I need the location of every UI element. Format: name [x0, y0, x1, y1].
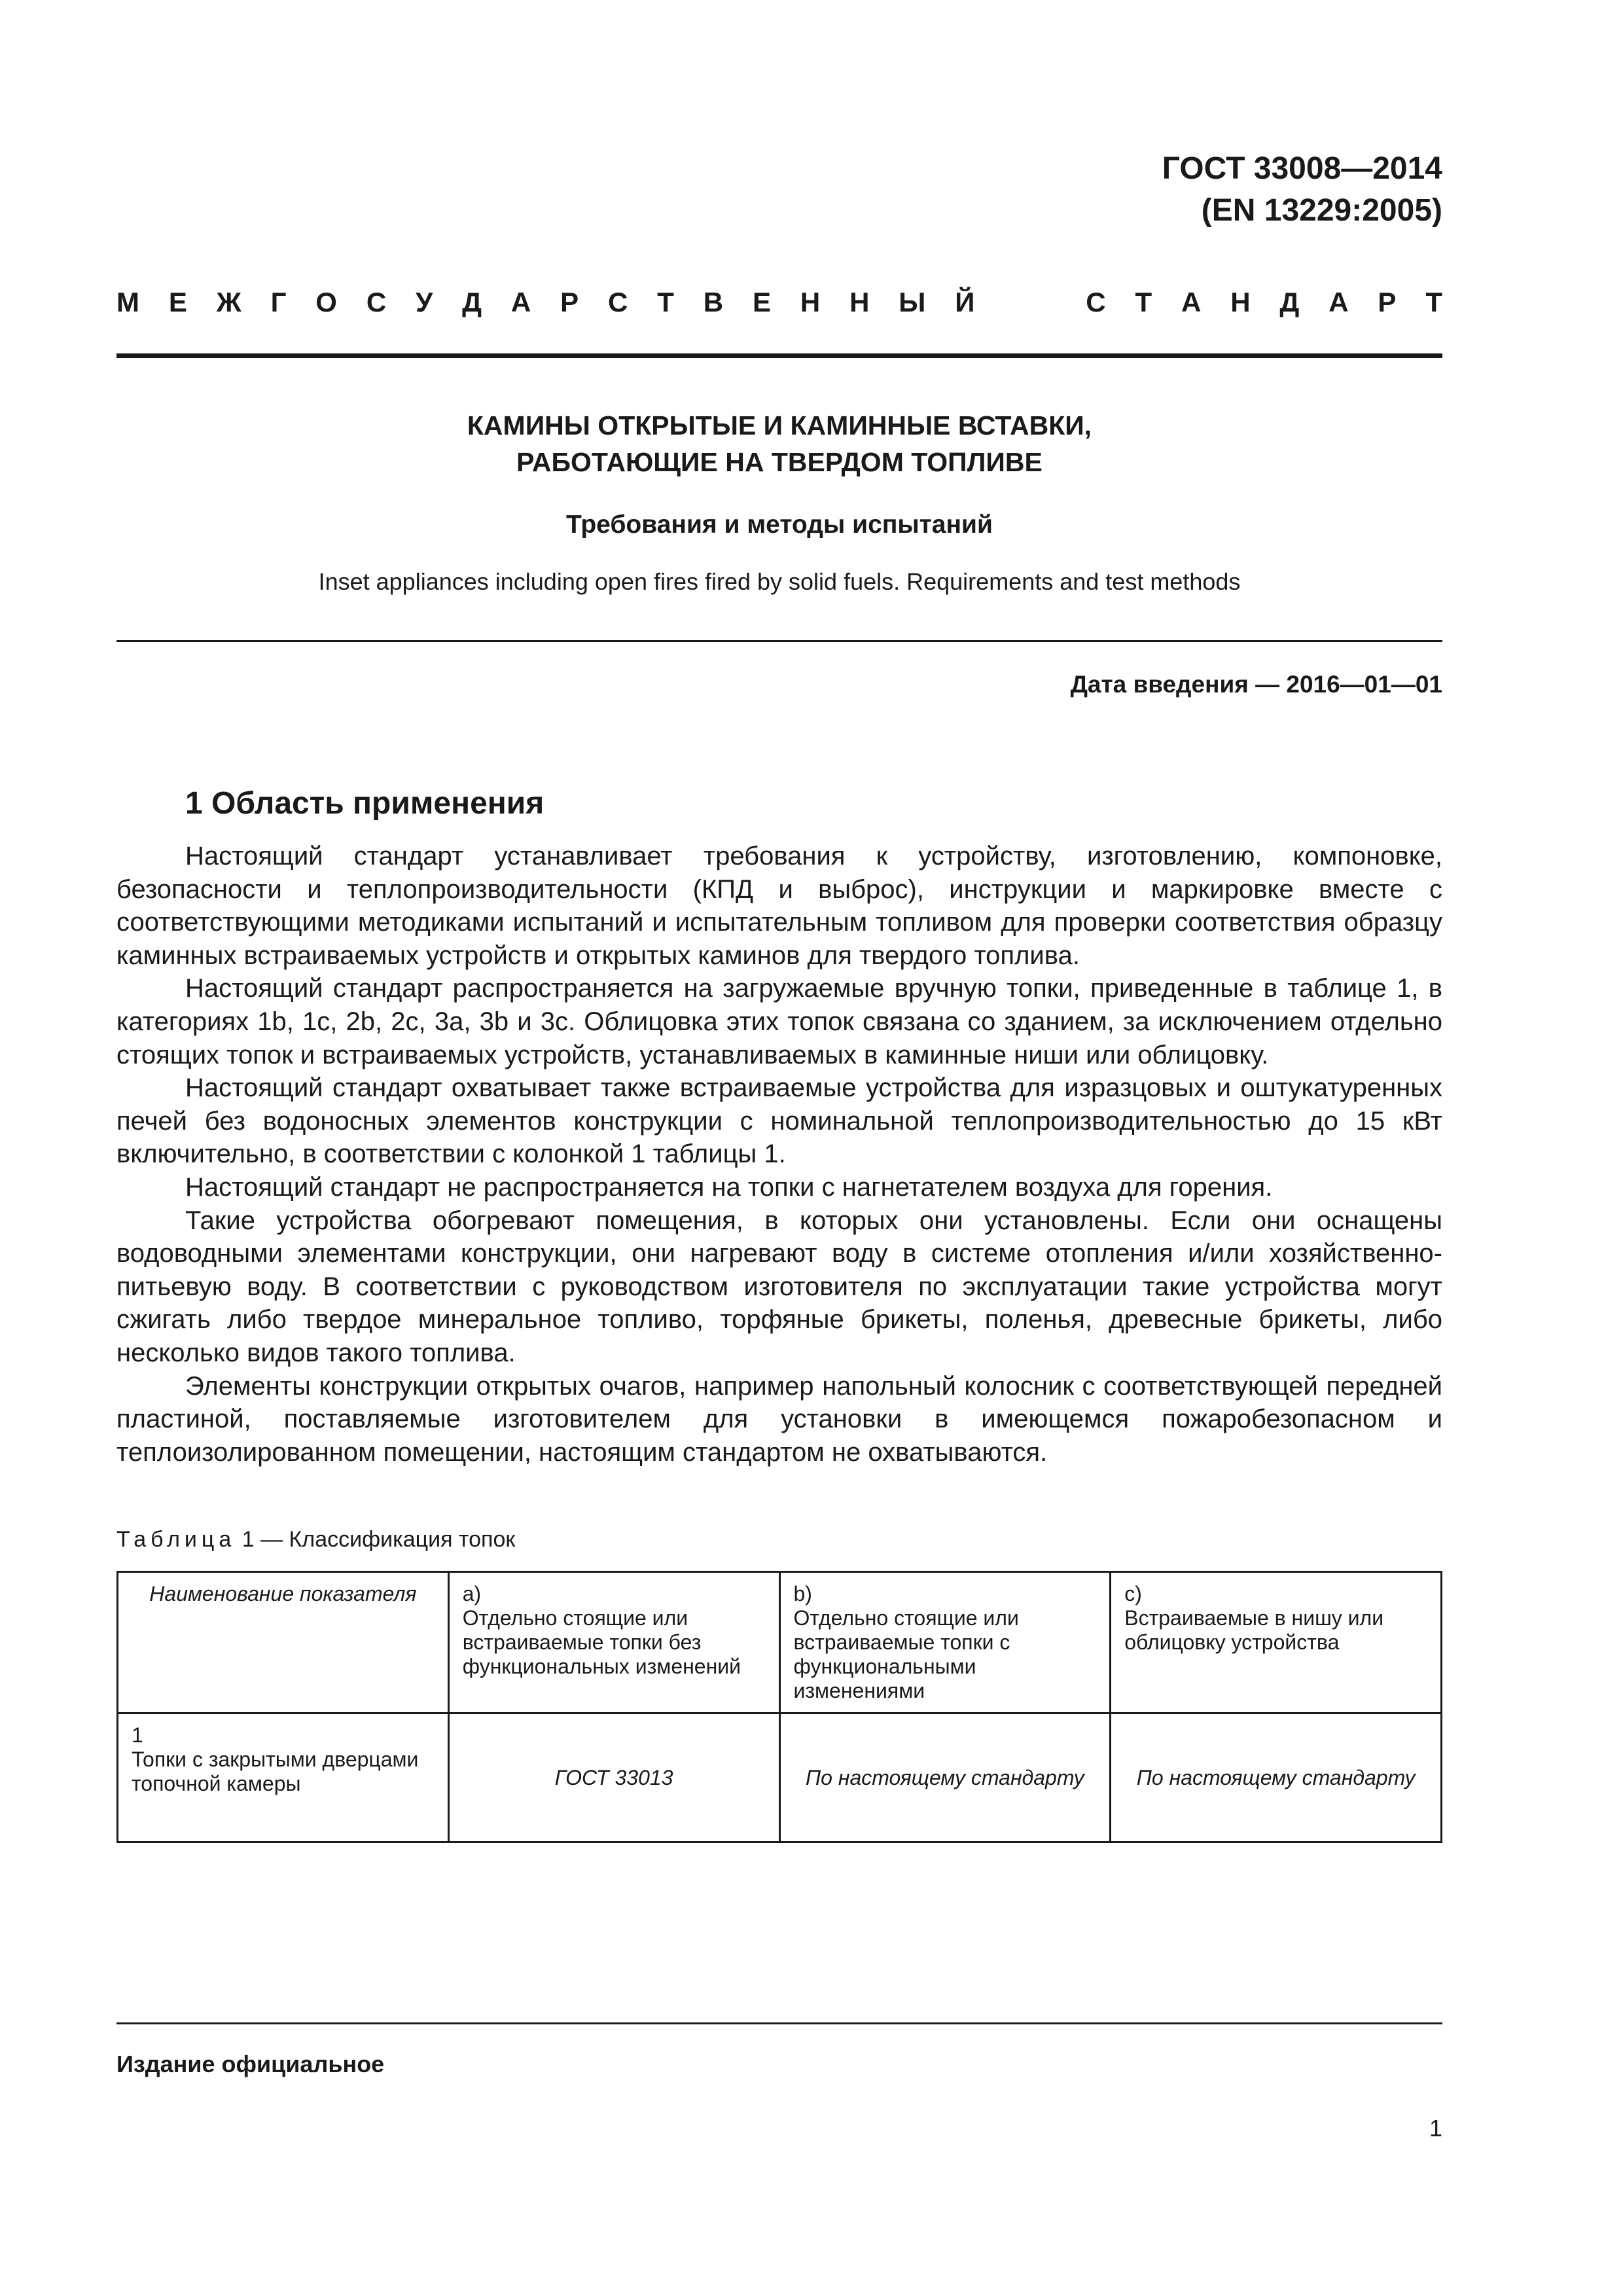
classification-table: [116, 1571, 1442, 1843]
banner-letter: С: [607, 287, 628, 317]
banner-letter: Е: [168, 287, 187, 317]
title-divider: [116, 640, 1442, 642]
table-header-row: [118, 1572, 1442, 1713]
banner-letter: Т: [657, 287, 674, 317]
title-line-1: КАМИНЫ ОТКРЫТЫЕ И КАМИННЫЕ ВСТАВКИ,: [467, 410, 1092, 440]
banner-word-gap: [1004, 283, 1056, 322]
row-cell-c: По настоящему стандарту: [1111, 1713, 1442, 1842]
title-line-2: РАБОТАЮЩИЕ НА ТВЕРДОМ ТОПЛИВЕ: [516, 447, 1043, 477]
banner-letter: Г: [270, 287, 287, 317]
banner-letter: Е: [752, 287, 771, 317]
header-cell-a: [448, 1572, 779, 1713]
header-text: Отдельно стоящие или встраиваемые топки без функциональных изменений: [462, 1606, 741, 1678]
paragraph: Такие устройства обогревают помещения, в которых они установлены. Если они оснащены водоводными элементами конструкции, они нагревают воду в системе отопления и/или хозяйственно-питьевую воду. В соответствии с руководством изготовителя по эксплуатации такие устройства могут сжигать либо твердое минеральное топливо, торфяные брикеты, поленья, древесные брикеты, либо несколько видов такого топлива.: [116, 1206, 1442, 1367]
banner-letter: А: [1329, 287, 1349, 317]
header-cell-b: [779, 1572, 1111, 1713]
header-text: Отдельно стоящие или встраиваемые топки с функциональными изменениями: [793, 1606, 1019, 1702]
header-cell-c: [1111, 1572, 1442, 1713]
introduction-date: Дата введения — 2016—01—01: [1070, 671, 1442, 698]
banner-letter: С: [366, 287, 387, 317]
page-number: 1: [1429, 2115, 1442, 2142]
banner-letter: Д: [462, 287, 482, 317]
document-subtitle: Требования и методы испытаний: [566, 511, 993, 539]
header-letter: a): [462, 1582, 482, 1605]
paragraph: Настоящий стандарт не распространяется на топки с нагнетателем воздуха для горения.: [185, 1172, 1273, 1202]
header-letter: b): [793, 1582, 812, 1605]
paragraph: Элементы конструкции открытых очагов, например напольный колосник с соответствующей передней пластиной, поставляемые изготовителем для установки в имеющемся пожаробезопасном и теплоизолированном помещении, настоящим стандартом не охватываются.: [116, 1371, 1442, 1467]
banner-letter: Р: [1378, 287, 1397, 317]
footer-divider: [116, 2022, 1442, 2024]
header-text: Встраиваемые в нишу или облицовку устройства: [1124, 1606, 1384, 1654]
banner-letter: Н: [800, 287, 821, 317]
banner-letter: Ж: [216, 287, 241, 317]
banner-letter: Н: [849, 287, 870, 317]
row-name-cell: [118, 1713, 449, 1842]
banner-letter: Д: [1279, 287, 1300, 317]
banner-divider: [116, 353, 1442, 358]
banner-letter: С: [1086, 287, 1106, 317]
paragraph: Настоящий стандарт распространяется на загружаемые вручную топки, приведенные в таблице 1, в категориях 1b, 1c, 2b, 2c, 3a, 3b и 3c. Облицовка этих топок связана со зданием, за исключением отдельно стоящих топок и встраиваемых устройств, устанавливаемых в каминные ниши или облицовку.: [116, 974, 1442, 1069]
section-body: [116, 840, 1442, 1469]
en-number: (EN 13229:2005): [1201, 193, 1442, 228]
row-number: 1: [132, 1723, 143, 1747]
edition-label: Издание официальное: [116, 2051, 385, 2077]
banner-letter: Н: [1230, 287, 1251, 317]
section-heading: 1 Область применения: [185, 786, 544, 821]
row-cell-b: По настоящему стандарту: [779, 1713, 1111, 1842]
interstate-standard-banner: [116, 283, 1442, 322]
banner-letter: Й: [955, 287, 975, 317]
banner-letter: А: [510, 287, 531, 317]
standard-designation: [1162, 148, 1442, 232]
banner-letter: О: [315, 287, 337, 317]
banner-letter: Т: [1425, 287, 1442, 317]
english-title: Inset appliances including open fires fired by solid fuels. Requirements and test methods: [318, 568, 1241, 595]
table-row: [118, 1713, 1442, 1842]
document-title: [116, 407, 1442, 480]
table-caption-text: 1 — Классификация топок: [236, 1527, 516, 1552]
table-caption-prefix: Таблица: [116, 1527, 236, 1552]
banner-letter: У: [416, 287, 433, 317]
header-letter: c): [1124, 1582, 1142, 1605]
banner-letter: А: [1181, 287, 1202, 317]
row-cell-a: ГОСТ 33013: [448, 1713, 779, 1842]
row-name: Топки с закрытыми дверцами топочной камеры: [132, 1748, 419, 1795]
banner-letter: В: [703, 287, 724, 317]
banner-letter: Р: [560, 287, 579, 317]
paragraph: Настоящий стандарт охватывает также встраиваемые устройства для изразцовых и оштукатуренных печей без водоносных элементов конструкции с номинальной теплопроизводительностью до 15 кВт включительно, в соответствии с колонкой 1 таблицы 1.: [116, 1073, 1442, 1169]
gost-number: ГОСТ 33008—2014: [1162, 151, 1442, 186]
banner-letter: Ы: [899, 287, 926, 317]
header-cell-indicator: Наименование показателя: [118, 1572, 449, 1713]
banner-letter: М: [116, 287, 139, 317]
paragraph: Настоящий стандарт устанавливает требования к устройству, изготовлению, компоновке, безопасности и теплопроизводительности (КПД и выброс), инструкции и маркировке вместе с соответствующими методиками испытаний и испытательным топливом для проверки соответствия образцу каминных встраиваемых устройств и открытых каминов для твердого топлива.: [116, 842, 1442, 970]
table-caption: [116, 1524, 515, 1555]
banner-letter: Т: [1135, 287, 1152, 317]
